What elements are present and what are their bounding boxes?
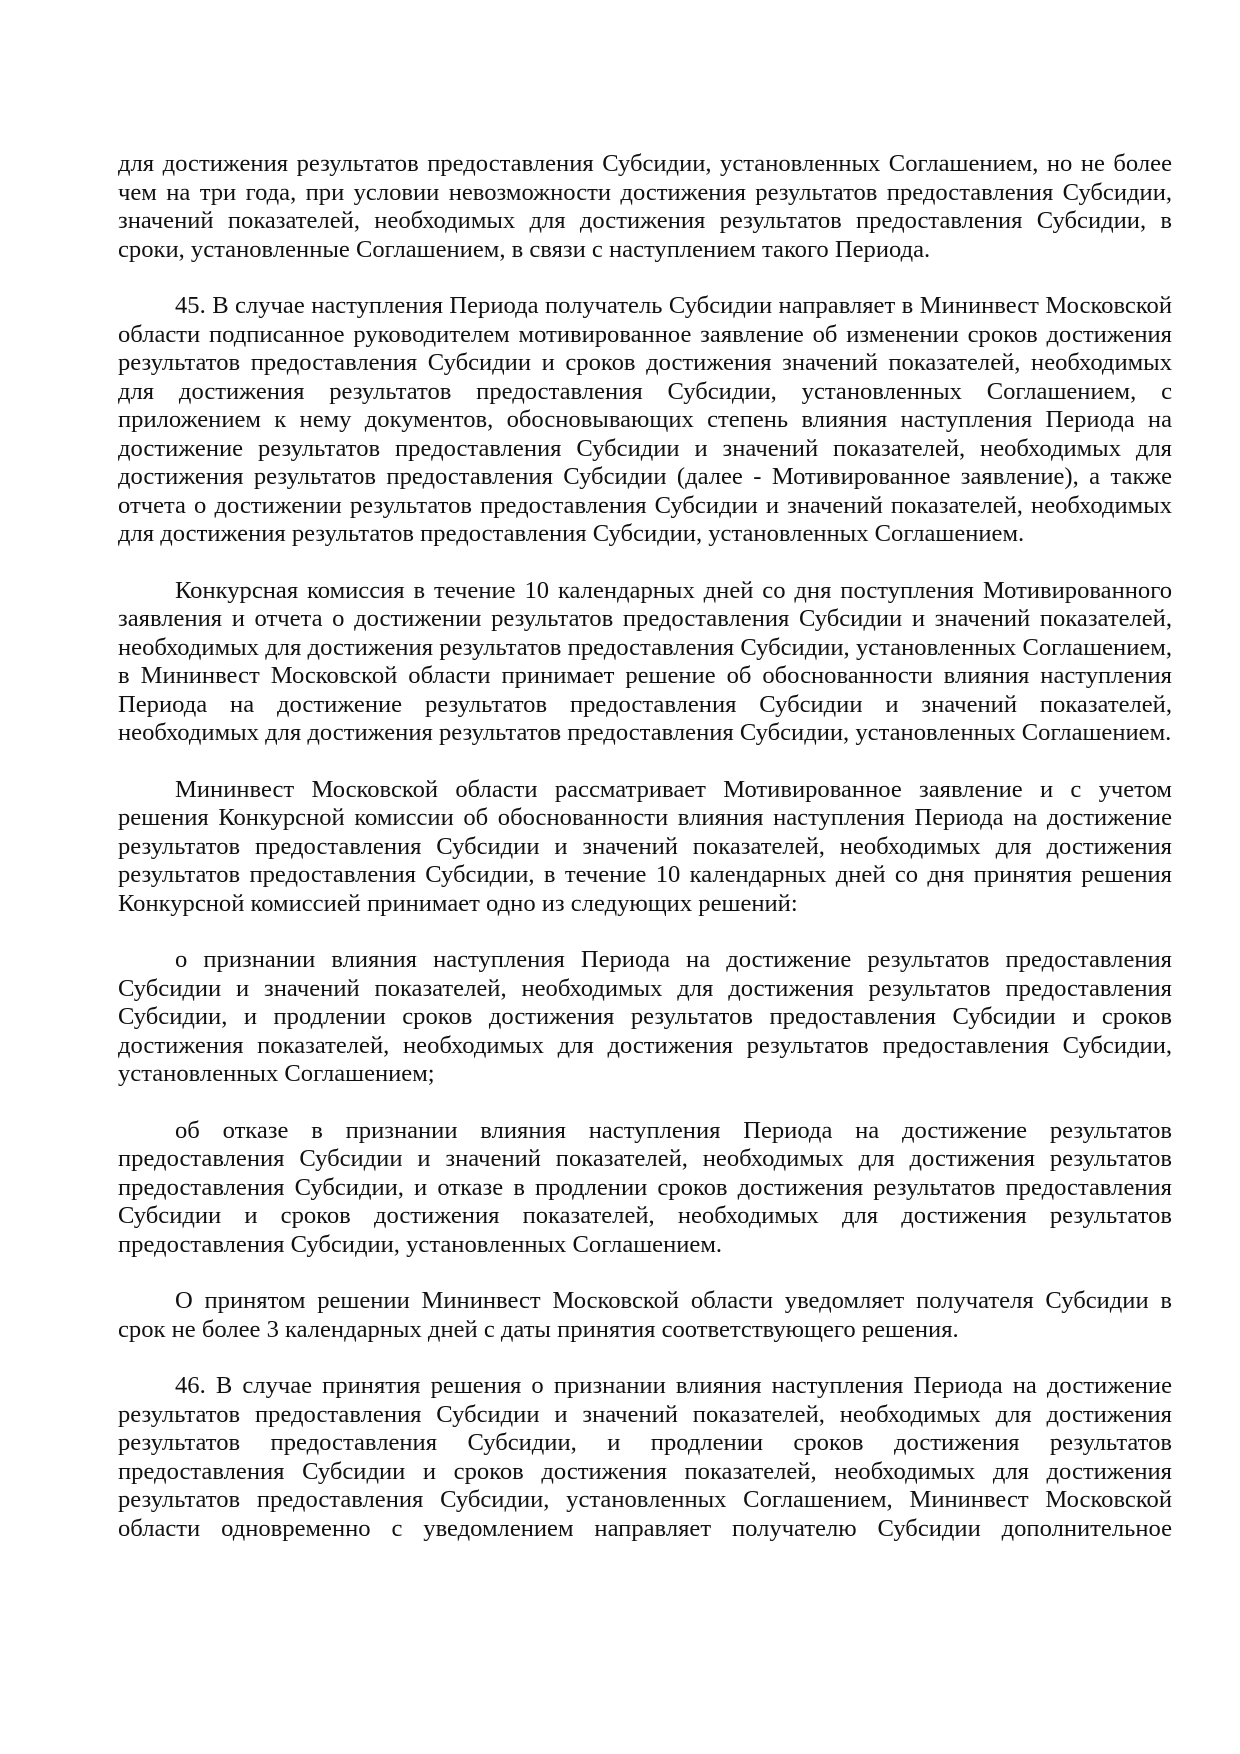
paragraph-option-refusal: об отказе в признании влияния наступления Периода на достижение результатов предоставления Субсидии и значений показателей, необходимых для достижения результатов предоставления Субсидии, и отказе в продлении сроков достижения результатов предоставления Субсидии и сроков достижения показателей, необходимых для достижения результатов предоставления Субсидии, установленных Соглашением. <box>118 1116 1172 1258</box>
paragraph-notification: О принятом решении Мининвест Московской области уведомляет получателя Субсидии в срок не более 3 календарных дней с даты принятия соответствующего решения. <box>118 1287 1172 1343</box>
paragraph-option-recognition: о признании влияния наступления Периода на достижение результатов предоставления Субсидии и значений показателей, необходимых для достижения результатов предоставления Субсидии, и продлении сроков достижения результатов предоставления Субсидии и сроков достижения показателей, необходимых для достижения результатов предоставления Субсидии, установленных Соглашением; <box>118 946 1172 1087</box>
paragraph-commission-decision: Конкурсная комиссия в течение 10 календарных дней со дня поступления Мотивированного заявления и отчета о достижении результатов предоставления Субсидии и значений показателей, необходимых для достижения результатов предоставления Субсидии, установленных Соглашением, в Мининвест Московской области принимает решение об обоснованности влияния наступления Периода на достижение результатов предоставления Субсидии и значений показателей, необходимых для достижения результатов предоставления Субсидии, установленных Соглашением. <box>118 576 1172 746</box>
document-page <box>118 150 1172 1543</box>
paragraph-continuation: для достижения результатов предоставления Субсидии, установленных Соглашением, но не более чем на три года, при условии невозможности достижения результатов предоставления Субсидии, значений показателей, необходимых для достижения результатов предоставления Субсидии, в сроки, установленные Соглашением, в связи с наступлением такого Периода. <box>118 150 1172 263</box>
paragraph-item-46: 46. В случае принятия решения о признании влияния наступления Периода на достижение результатов предоставления Субсидии и значений показателей, необходимых для достижения результатов предоставления Субсидии, и продлении сроков достижения результатов предоставления Субсидии и сроков достижения показателей, необходимых для достижения результатов предоставления Субсидии, установленных Соглашением, Мининвест Московской области одновременно с уведомлением направляет получателю Субсидии дополнительное <box>118 1372 1172 1542</box>
paragraph-item-45: 45. В случае наступления Периода получатель Субсидии направляет в Мининвест Московской области подписанное руководителем мотивированное заявление об изменении сроков достижения результатов предоставления Субсидии и сроков достижения значений показателей, необходимых для достижения результатов предоставления Субсидии, установленных Соглашением, с приложением к нему документов, обосновывающих степень влияния наступления Периода на достижение результатов предоставления Субсидии и значений показателей, необходимых для достижения результатов предоставления Субсидии (далее - Мотивированное заявление), а также отчета о достижении результатов предоставления Субсидии и значений показателей, необходимых для достижения результатов предоставления Субсидии, установленных Соглашением. <box>118 292 1172 547</box>
paragraph-mininvest-review: Мининвест Московской области рассматривает Мотивированное заявление и с учетом решения Конкурсной комиссии об обоснованности влияния наступления Периода на достижение результатов предоставления Субсидии и значений показателей, необходимых для достижения результатов предоставления Субсидии, в течение 10 календарных дней со дня принятия решения Конкурсной комиссией принимает одно из следующих решений: <box>118 775 1172 917</box>
